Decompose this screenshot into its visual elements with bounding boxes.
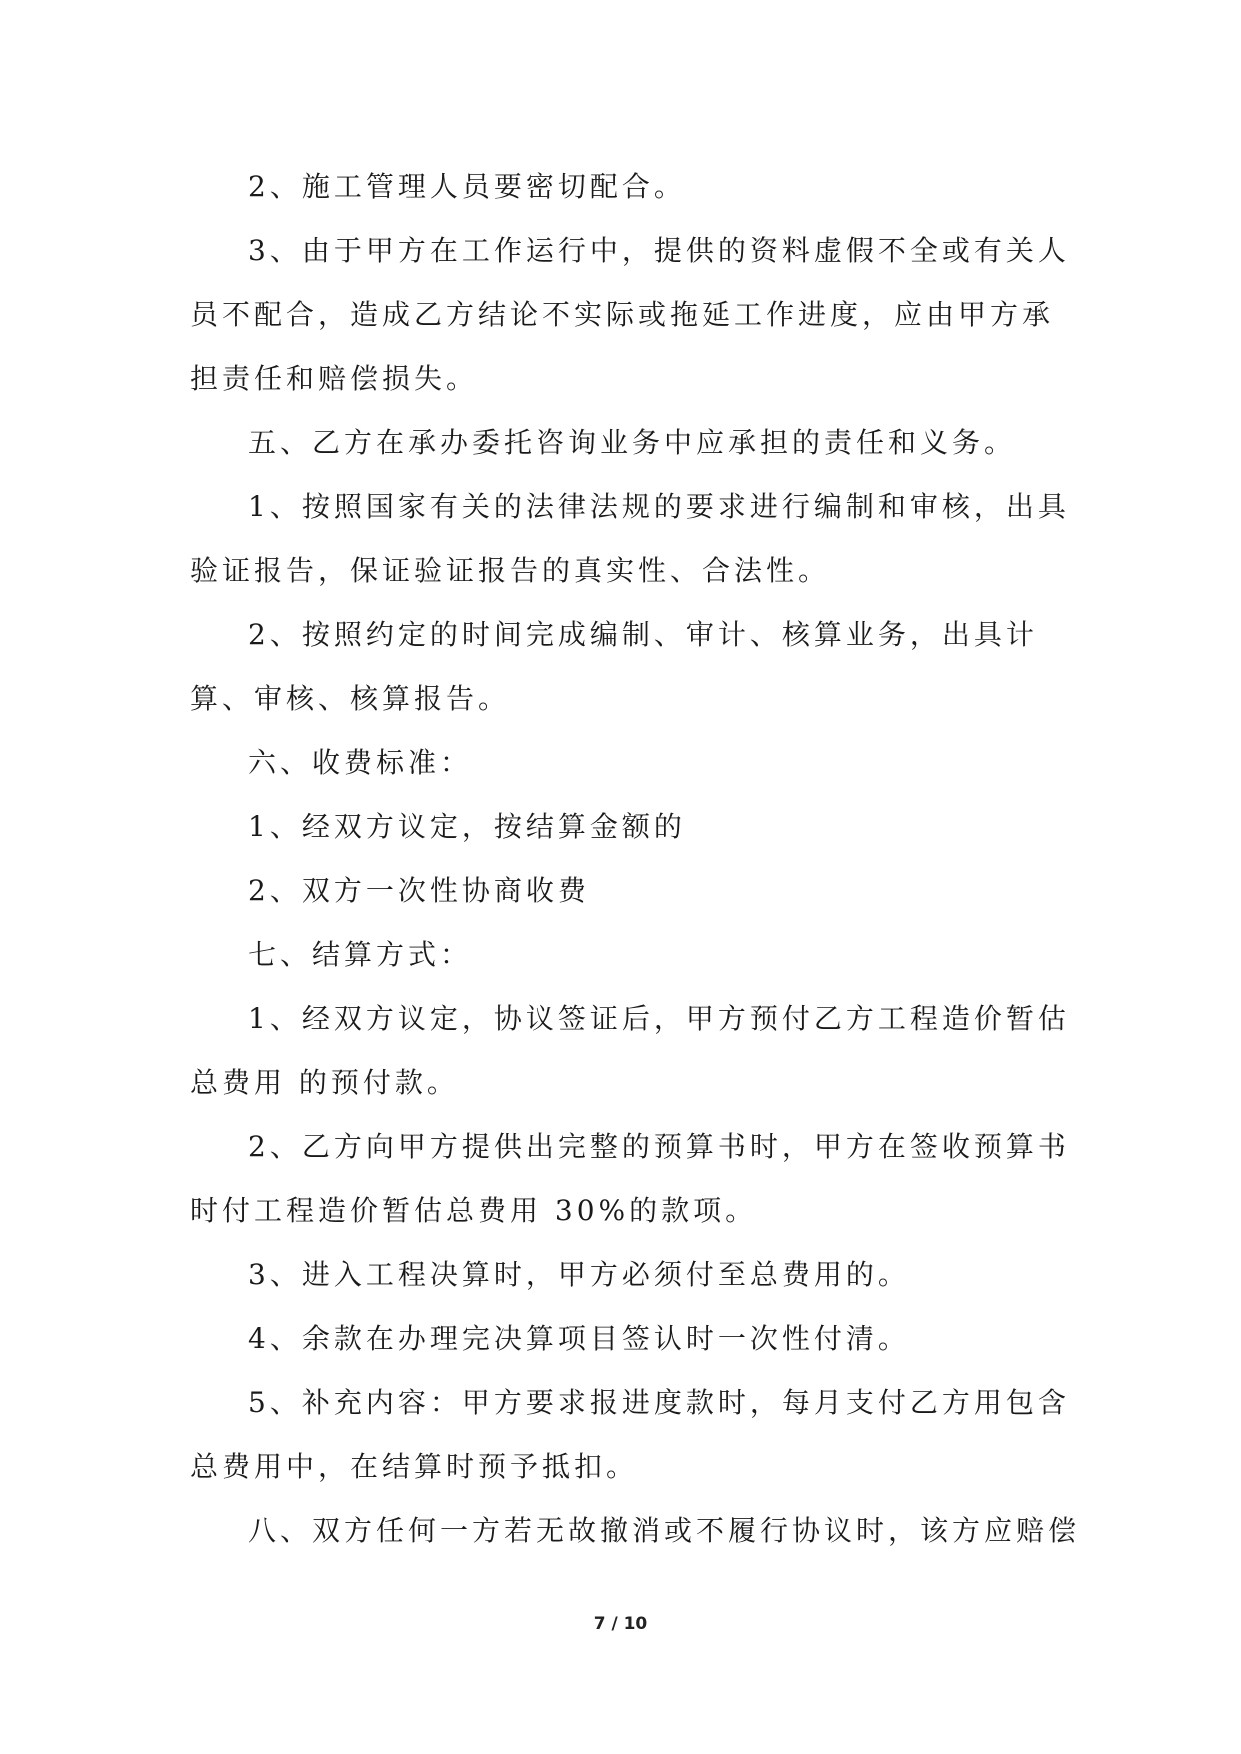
paragraph: 2、按照约定的时间完成编制、审计、核算业务，出具计算、审核、核算报告。 [190,618,1038,715]
paragraph: 3、进入工程决算时，甲方必须付至总费用的。 [248,1258,910,1291]
paragraph: 2、乙方向甲方提供出完整的预算书时，甲方在签收预算书时付工程造价暂估总费用 30%的款项。 [190,1130,1070,1227]
document-body [190,155,1080,1563]
paragraph: 3、由于甲方在工作运行中，提供的资料虚假不全或有关人员不配合，造成乙方结论不实际或拖延工作进度，应由甲方承担责任和赔偿损失。 [190,234,1070,395]
section-heading: 五、乙方在承办委托咨询业务中应承担的责任和义务。 [248,426,1017,459]
paragraph: 2、施工管理人员要密切配合。 [248,170,686,203]
paragraph: 4、余款在办理完决算项目签认时一次性付清。 [248,1322,910,1355]
paragraph: 1、经双方议定，按结算金额的 [248,810,686,843]
paragraph: 2、双方一次性协商收费 [248,874,590,907]
page-number: 7 / 10 [593,1614,648,1634]
paragraph: 5、补充内容：甲方要求报进度款时，每月支付乙方用包含总费用中，在结算时预予抵扣。 [190,1386,1070,1483]
paragraph: 1、经双方议定，协议签证后，甲方预付乙方工程造价暂估总费用 的预付款。 [190,1002,1070,1099]
paragraph: 1、按照国家有关的法律法规的要求进行编制和审核，出具验证报告，保证验证报告的真实性、合法性。 [190,490,1070,587]
section-heading: 六、收费标准： [248,746,473,779]
section-heading: 八、双方任何一方若无故撤消或不履行协议时，该方应赔偿 [248,1514,1081,1547]
section-heading: 七、结算方式： [248,938,473,971]
